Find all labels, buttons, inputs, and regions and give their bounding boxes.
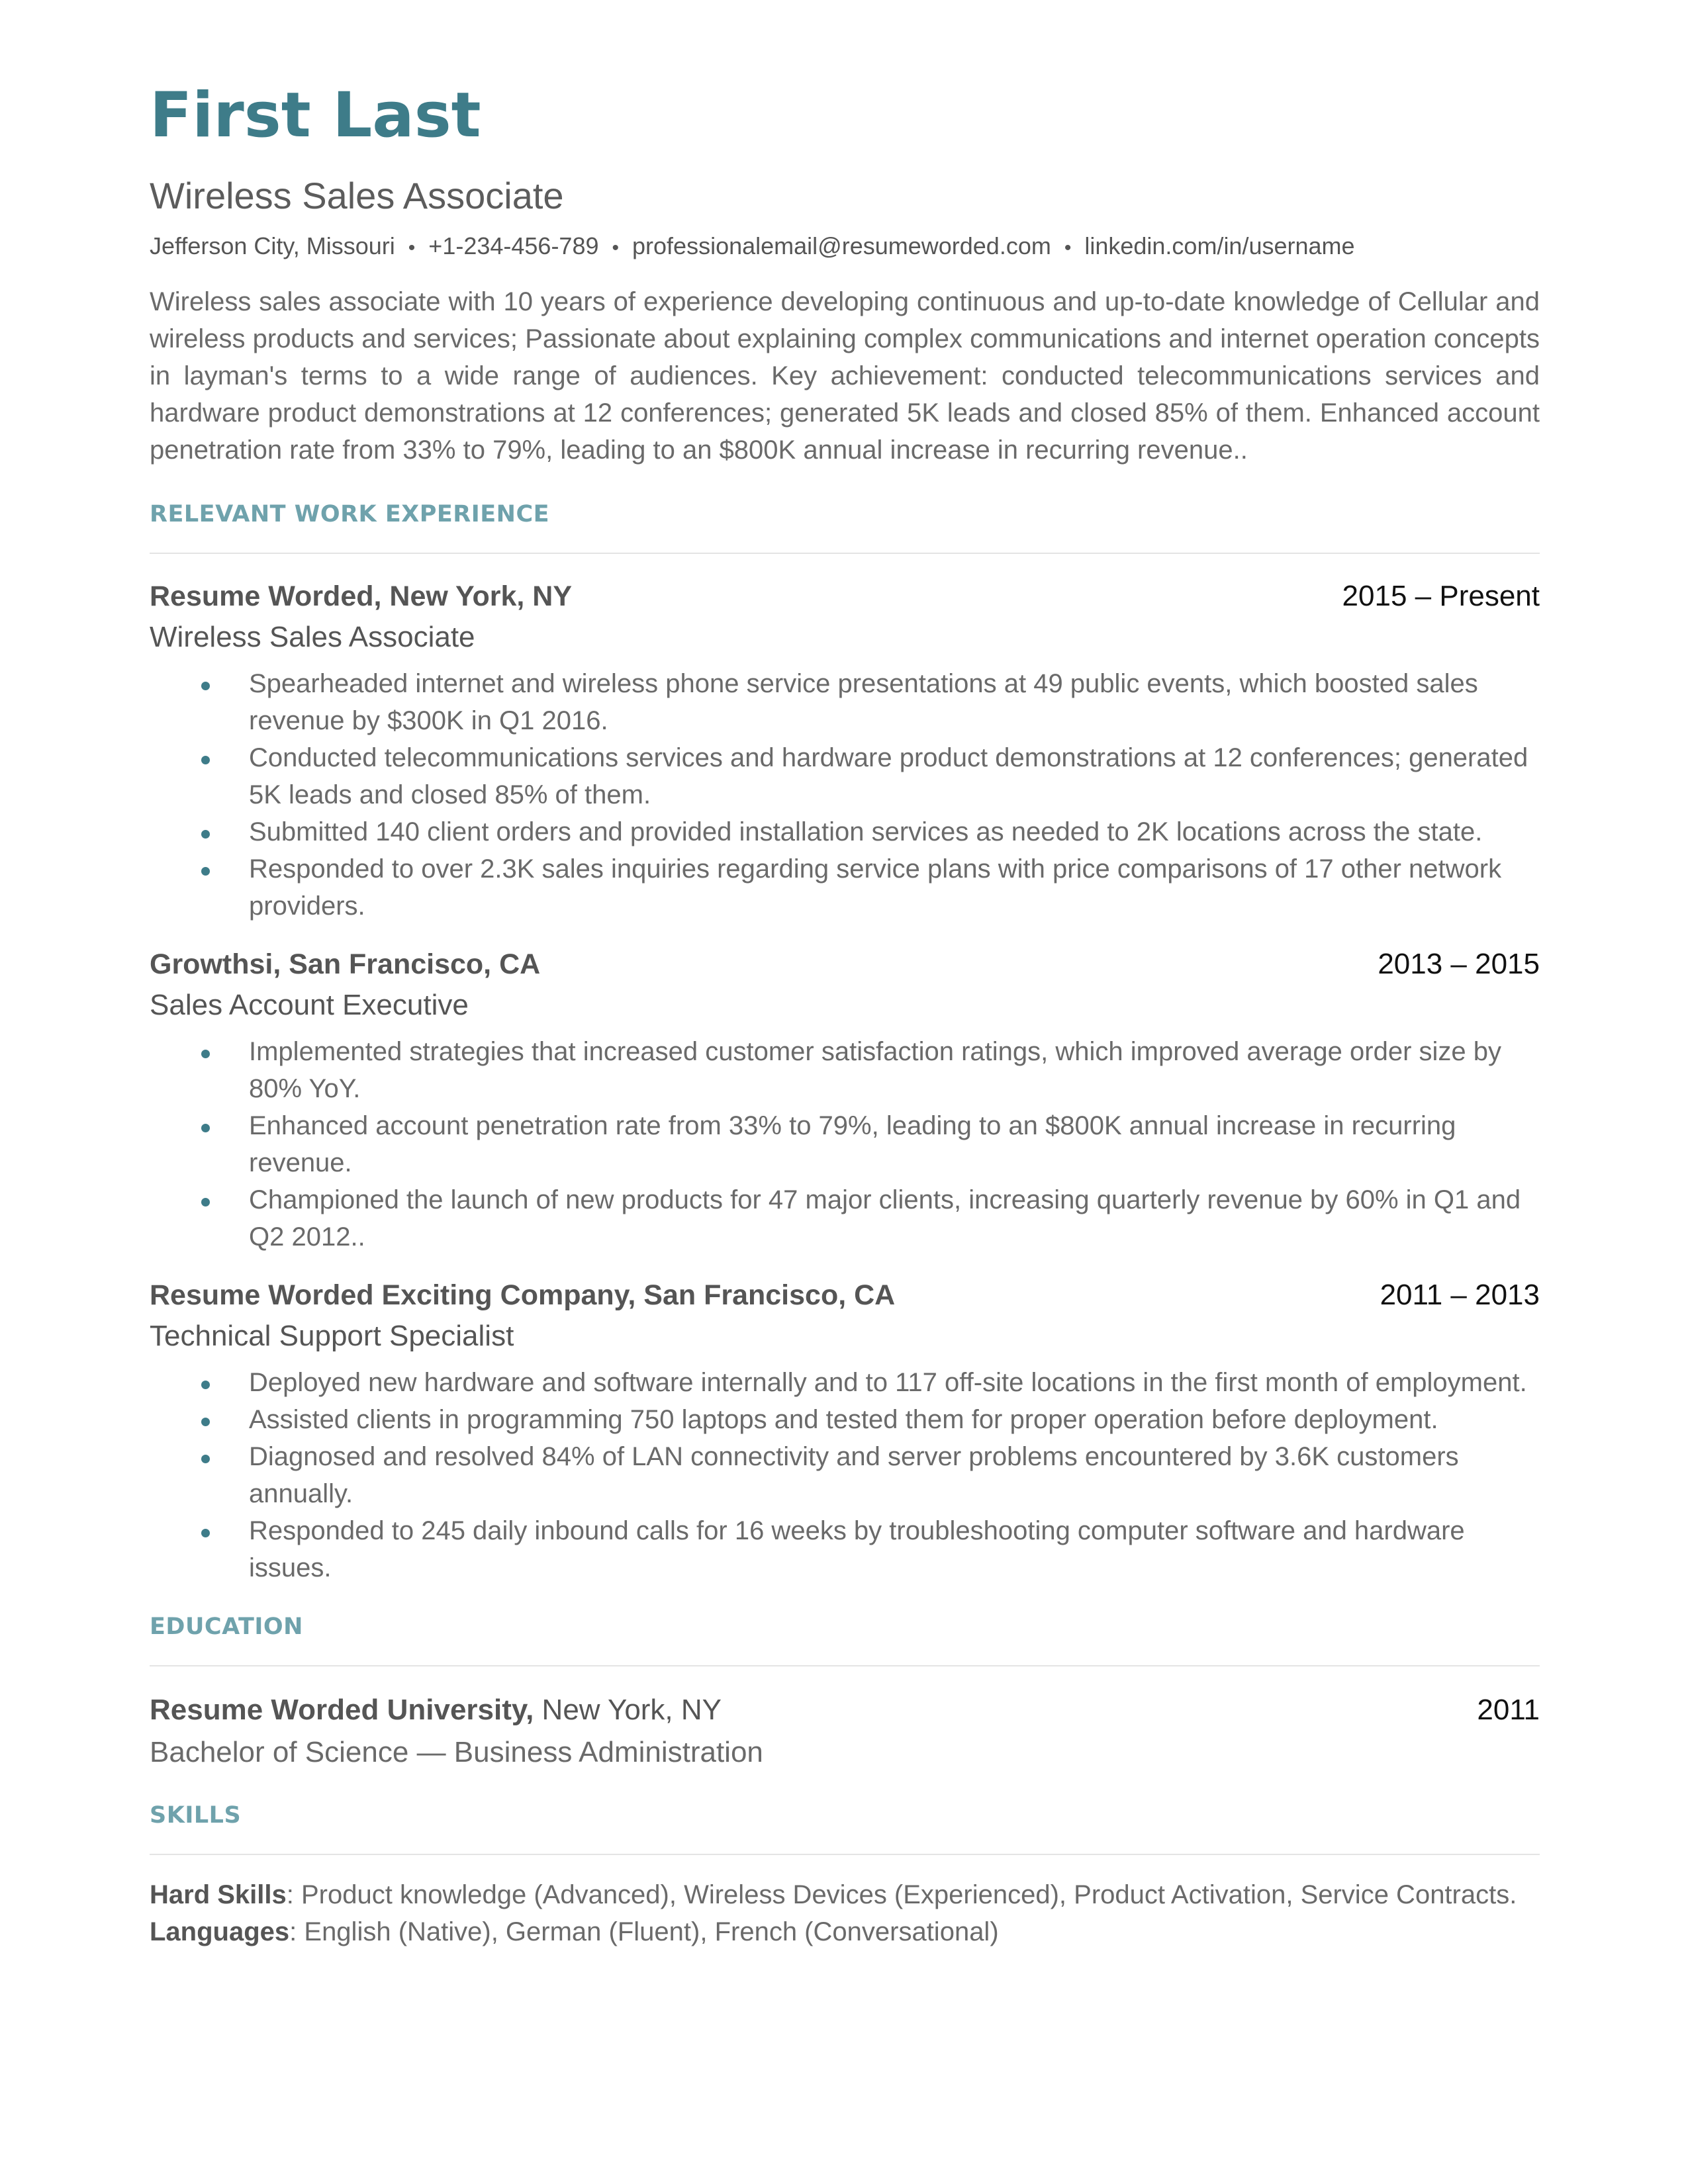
contact-linkedin[interactable]: linkedin.com/in/username [1084,232,1355,259]
list-item: Conducted telecommunications services and hardware product demonstrations at 12 conferences; generated 5K leads and closed 85% of them. [150,739,1540,813]
education-location: New York, NY [534,1694,722,1726]
job-entry [150,582,1540,925]
hard-skills-line [150,1876,1540,1913]
education-year: 2011 [1477,1694,1540,1726]
list-item: Responded to over 2.3K sales inquiries regarding service plans with price comparisons of 17 other network providers. [150,850,1540,925]
list-item: Championed the launch of new products for 47 major clients, increasing quarterly revenue by 60% in Q1 and Q2 2012.. [150,1181,1540,1255]
bullet-icon [201,1124,210,1132]
job-company: Growthsi, San Francisco, CA [150,948,541,980]
list-item: Implemented strategies that increased customer satisfaction ratings, which improved average order size by 80% YoY. [150,1033,1540,1107]
job-role: Wireless Sales Associate [150,621,475,653]
summary-paragraph: Wireless sales associate with 10 years of experience developing continuous and up-to-date knowledge of Cellular and wireless products and services; Passionate about explaining complex communications and internet operation concepts in layman's terms to a wide range of audiences. Key achievement: conducted telecommunications services and hardware product demonstrations at 12 conferences; generated 5K leads and closed 85% of them. Enhanced account penetration rate from 33% to 79%, leading to an $800K annual increase in recurring revenue.. [150,287,1540,465]
education-school: Resume Worded University, [150,1694,534,1726]
job-bullets [150,1033,1540,1255]
experience-heading: RELEVANT WORK EXPERIENCE [150,501,550,527]
job-dates: 2013 – 2015 [1378,948,1540,980]
job-bullets [150,665,1540,925]
section-divider [150,1665,1540,1666]
skills-block [150,1876,1540,1950]
list-item: Spearheaded internet and wireless phone service presentations at 49 public events, which boosted sales revenue by $300K in Q1 2016. [150,665,1540,739]
list-item: Enhanced account penetration rate from 33% to 79%, leading to an $800K annual increase in recurring revenue. [150,1107,1540,1181]
bullet-icon [201,1381,210,1389]
bullet-icon [201,756,210,764]
job-entry [150,1281,1540,1586]
education-heading: EDUCATION [150,1614,303,1640]
bullet-icon [201,1418,210,1426]
contact-separator: • [612,237,620,259]
skills-heading: SKILLS [150,1802,242,1829]
section-divider [150,553,1540,554]
list-item: Submitted 140 client orders and provided installation services as needed to 2K locations across the state. [150,813,1540,850]
candidate-name: First Last [150,79,481,152]
list-item: Assisted clients in programming 750 laptops and tested them for proper operation before deployment. [150,1401,1540,1438]
job-role: Sales Account Executive [150,989,469,1021]
bullet-icon [201,682,210,690]
contact-phone: +1-234-456-789 [428,232,599,259]
job-dates: 2011 – 2013 [1380,1279,1540,1311]
bullet-icon [201,1455,210,1463]
languages-value: : English (Native), German (Fluent), French (Conversational) [289,1917,999,1946]
bullet-icon [201,1198,210,1206]
resume-page [150,79,1540,1950]
section-divider [150,1854,1540,1855]
contact-separator: • [1064,237,1072,259]
job-dates: 2015 – Present [1342,580,1540,612]
education-entry [150,1696,1540,1725]
bullet-icon [201,1529,210,1537]
hard-skills-value: : Product knowledge (Advanced), Wireless Devices (Experienced), Product Activation, Service Contracts. [286,1880,1517,1909]
candidate-title: Wireless Sales Associate [150,175,564,216]
job-company: Resume Worded Exciting Company, San Francisco, CA [150,1279,896,1311]
list-item: Responded to 245 daily inbound calls for 16 weeks by troubleshooting computer software and hardware issues. [150,1512,1540,1586]
languages-label: Languages [150,1917,290,1946]
bullet-icon [201,830,210,839]
contact-location: Jefferson City, Missouri [150,232,395,259]
job-company: Resume Worded, New York, NY [150,580,573,612]
job-bullets [150,1364,1540,1586]
bullet-icon [201,1050,210,1058]
list-item: Deployed new hardware and software internally and to 117 off-site locations in the first month of employment. [150,1364,1540,1401]
job-role: Technical Support Specialist [150,1320,514,1352]
contact-separator: • [408,237,416,259]
list-item: Diagnosed and resolved 84% of LAN connectivity and server problems encountered by 3.6K customers annually. [150,1438,1540,1512]
education-degree: Bachelor of Science — Business Administration [150,1736,763,1768]
job-entry [150,950,1540,1255]
languages-line [150,1913,1540,1950]
bullet-icon [201,867,210,876]
hard-skills-label: Hard Skills [150,1880,287,1909]
contact-email[interactable]: professionalemail@resumeworded.com [632,232,1051,259]
contact-line [150,234,1540,258]
